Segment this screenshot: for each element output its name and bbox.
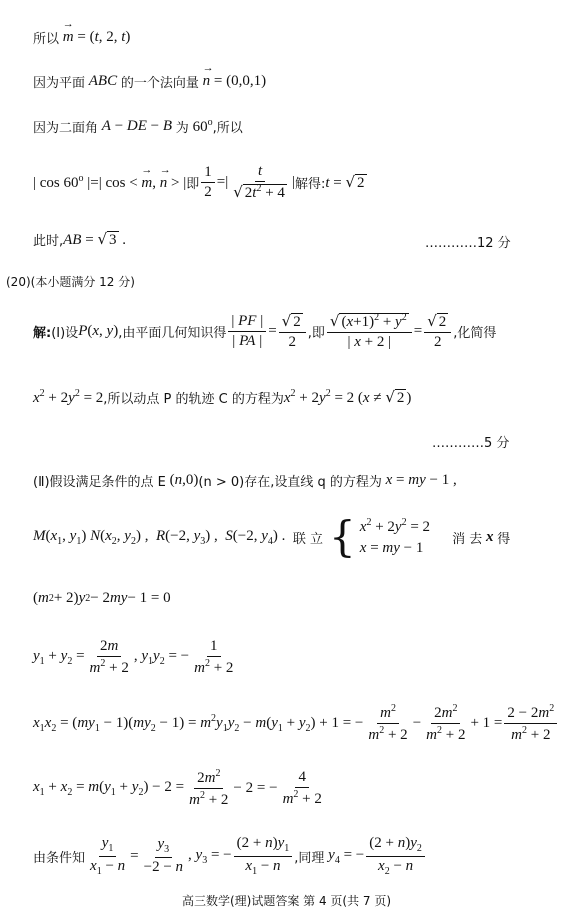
line-x1x2-sum: $x_1 + x_2 = m(y_1 + y_2) - 2$ = $\frac{2m^2}{m^2 + 2}$ − 2 = − $\frac{4}{m^2 + 2}$ bbox=[33, 768, 322, 809]
page-footer: 高三数学(理)试题答案 第 4 页(共 7 页) bbox=[181, 894, 392, 908]
fraction-t-over-sqrt: $\frac{t}{√ 2t^2 + 4}$ bbox=[233, 163, 285, 202]
line-ab-result: 此时, AB = √ 3 . bbox=[33, 230, 126, 249]
math-m-vector: → m = (t, 2, t) bbox=[59, 29, 130, 46]
line-normal-vector: 因为平面 ABC 的一个法向量 → n = (0,0,1) bbox=[33, 72, 266, 91]
fraction-sqrt2-2-b: $\frac{√ 2}{2}$ bbox=[424, 313, 451, 352]
line-solution-part1: 解: (Ⅰ)设 P(x, y) ,由平面几何知识得 $\frac{| PF |}{| PA |}$ = $\frac{√ 2}{2}$ ,即 $\frac{√ (x+1)^2 + y^2}{| x + 2 |}$ = $\frac{√ 2}{2}$ ,化简得 bbox=[33, 311, 497, 351]
line-dihedral-angle: 因为二面角 A − DE − B 为 60$^o$ ,所以 bbox=[33, 117, 243, 136]
line-x1x2-product: $x_1x_2 = (my_1 - 1)(my_2 - 1) = m^2y_1y_2 - m(y_1 + y_2) + 1$ = − $\frac{m^2}{m^2 + 2}$ − $\frac{2m^2}{m^2 + 2}$ + 1 = $\frac{2 - 2m^2}{m^2 + 2}$ bbox=[33, 703, 559, 745]
fraction-pf-pa: $\frac{| PF |}{| PA |}$ bbox=[228, 313, 266, 351]
line-cos-equation: | cos 60$^o$ |=| cos < → m, → n > | 即 $\frac{1}{2}$ =| $\frac{t}{√ 2t^2 + 4}$ | 解得: t = √ 2 bbox=[33, 163, 367, 203]
line-trajectory: $x^2 + 2y^2 = 2$ ,所以动点 P 的轨迹 C 的方程为 $x^2 + 2y^2 = 2$ (x ≠ √ 2 ) bbox=[33, 388, 412, 407]
score-12: …………12 分 bbox=[425, 236, 511, 251]
line-part2-assumption: (Ⅱ)假设满足条件的点 E (n,0) (n > 0)存在,设直线 q 的方程为 x = my − 1 , bbox=[33, 472, 457, 490]
fraction-sqrt2-2: $\frac{√ 2}{2}$ bbox=[279, 313, 306, 352]
line-condition: 由条件知 $\frac{y_1}{x_1 - n}$ = $\frac{y_3}{-2 - n}$ , $y_3$ = − $\frac{(2 + n)y_1}{x_1 - n}$ ,同理 $y_4$ = − $\frac{(2 + n)y_2}{x_2 - n}$ bbox=[33, 835, 427, 877]
line-m-vector: 所以 → m = (t, 2, t) bbox=[33, 28, 130, 47]
system-of-equations: { $x^2 + 2y^2 = 2$ x = my − 1 bbox=[329, 512, 431, 561]
score-5: …………5 分 bbox=[432, 436, 510, 451]
question-20-header: (20)(本小题满分 12 分) bbox=[6, 275, 135, 289]
line-quadratic: ( m 2 + 2) y 2 − 2 my − 1 = 0 bbox=[33, 590, 171, 606]
fraction-half: $\frac{1}{2}$ bbox=[201, 164, 215, 202]
line-vieta: $y_1 + y_2$ = $\frac{2m}{m^2 + 2}$ , $y_1y_2$ = − $\frac{1}{m^2 + 2}$ bbox=[33, 638, 234, 677]
fraction-distance: $\frac{√ (x+1)^2 + y^2}{| x + 2 |}$ bbox=[327, 312, 412, 352]
line-points-system: $M(x_1$, $y_1$) $N(x_2$, $y_2$) , R(−2, $y_3$) , S(−2, $y_4$) . 联 立 { $x^2 + 2y^2 = 2$ x = my − 1 消 去 x 得 bbox=[33, 512, 511, 561]
